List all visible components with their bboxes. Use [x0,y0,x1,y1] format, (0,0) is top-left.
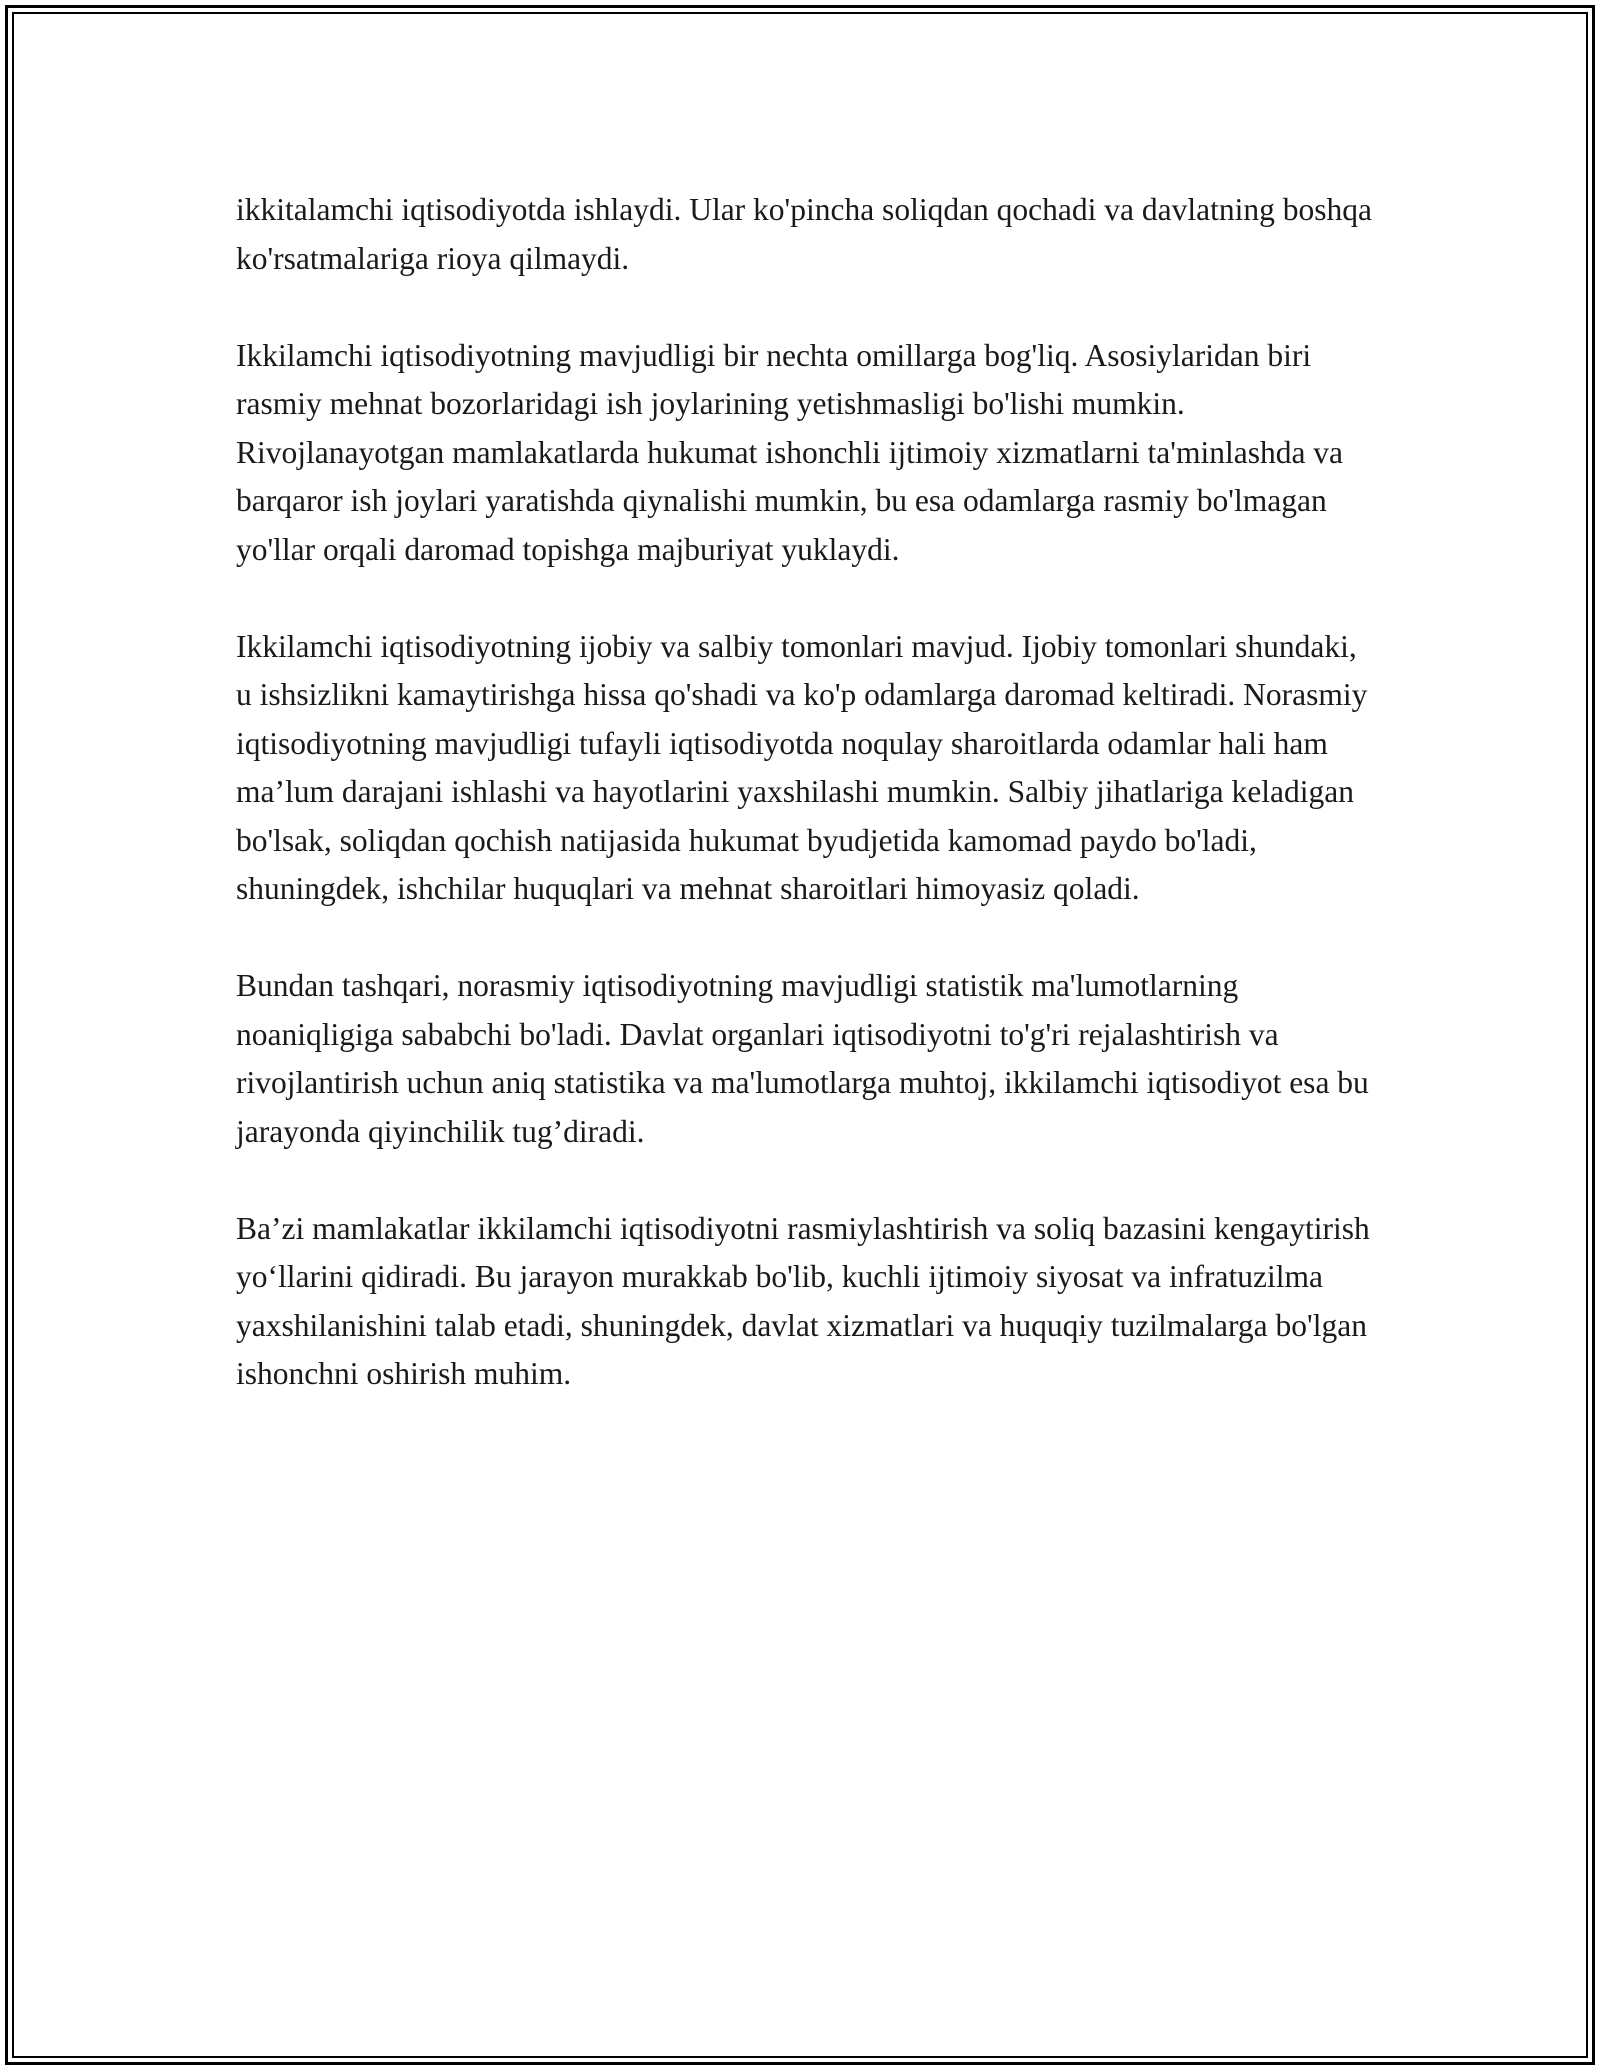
paragraph-5: Baʼzi mamlakatlar ikkilamchi iqtisodiyotni rasmiylashtirish va soliq bazasini kengaytirish yoʻllarini qidiradi. Bu jarayon murakkab bo'lib, kuchli ijtimoiy siyosat va infratuzilma yaxshilanishini talab etadi, shuningdek, davlat xizmatlari va huquqiy tuzilmalarga bo'lgan ishonchni oshirish muhim. [236,1210,1370,1391]
paragraph-2: Ikkilamchi iqtisodiyotning mavjudligi bir nechta omillarga bog'liq. Asosiylaridan biri rasmiy mehnat bozorlaridagi ish joylarining yetishmasligi bo'lishi mumkin. Rivojlanayotgan mamlakatlarda hukumat ishonchli ijtimoiy xizmatlarni ta'minlashda va barqaror ish joylari yaratishda qiynalishi mumkin, bu esa odamlarga rasmiy bo'lmagan yo'llar orqali daromad topishga majburiyat yuklaydi. [236,337,1344,567]
paragraph-4: Bundan tashqari, norasmiy iqtisodiyotning mavjudligi statistik ma'lumotlarning noaniqligiga sababchi bo'ladi. Davlat organlari iqtisodiyotni to'g'ri rejalashtirish va rivojlantirish uchun aniq statistika va ma'lumotlarga muhtoj, ikkilamchi iqtisodiyot esa bu jarayonda qiyinchilik tugʼdiradi. [236,968,1369,1149]
document-body [236,186,1376,1399]
paragraph-1: ikkitalamchi iqtisodiyotda ishlaydi. Ular ko'pincha soliqdan qochadi va davlatning boshqa ko'rsatmalariga rioya qilmaydi. [236,192,1372,276]
paragraph-3: Ikkilamchi iqtisodiyotning ijobiy va salbiy tomonlari mavjud. Ijobiy tomonlari shundaki, u ishsizlikni kamaytirishga hissa qo'shadi va ko'p odamlarga daromad keltiradi. Norasmiy iqtisodiyotning mavjudligi tufayli iqtisodiyotda noqulay sharoitlarda odamlar hali ham maʼlum darajani ishlashi va hayotlarini yaxshilashi mumkin. Salbiy jihatlariga keladigan bo'lsak, soliqdan qochish natijasida hukumat byudjetida kamomad paydo bo'ladi, shuningdek, ishchilar huquqlari va mehnat sharoitlari himoyasiz qoladi. [236,628,1368,906]
